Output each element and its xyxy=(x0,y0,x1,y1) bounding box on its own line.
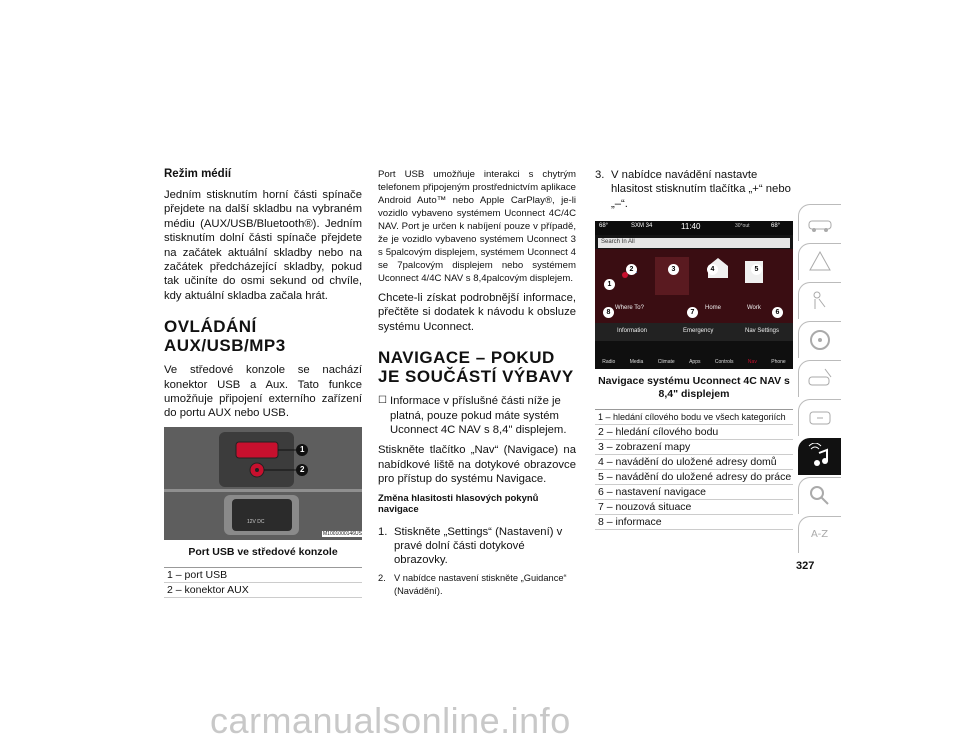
watermark: carmanualsonline.info xyxy=(210,700,571,741)
emergency-icon xyxy=(805,365,835,393)
legend-item: 6 – nastavení navigace xyxy=(595,485,793,500)
step-text: Stiskněte „Settings“ (Nastavení) v pravé dolní části dotykové obrazovky. xyxy=(394,525,563,567)
callout-7: 7 xyxy=(687,301,698,319)
menu-apps[interactable]: Apps xyxy=(689,359,701,366)
legend-item: 7 – nouzová situace xyxy=(595,500,793,515)
search-field[interactable]: Search In All xyxy=(601,239,635,246)
step-number: 1. xyxy=(378,525,388,538)
callout-1: 1 xyxy=(604,273,615,291)
temp-left: 68° xyxy=(599,223,609,230)
legend-item: 2 – konektor AUX xyxy=(164,583,362,598)
menu-controls[interactable]: Controls xyxy=(714,359,734,366)
checkbox-icon: ☐ xyxy=(378,395,387,407)
tab-index[interactable] xyxy=(798,516,841,553)
callout-5: 5 xyxy=(751,258,762,276)
callout-8: 8 xyxy=(603,301,614,319)
tab-emergency[interactable] xyxy=(798,360,841,397)
step-text: V nabídce nastavení stiskněte „Guidance“ (Navádění). xyxy=(394,572,567,596)
outside-temp: 30°out xyxy=(735,223,750,230)
legend-item: 1 – hledání cílového bodu ve všech kategoriích xyxy=(595,410,793,425)
car-info-icon xyxy=(805,209,835,237)
callout-1: 1 xyxy=(300,444,305,454)
heading-media-mode: Režim médií xyxy=(164,168,232,180)
nav-settings-button[interactable]: Nav Settings xyxy=(745,328,780,335)
step-number: 3. xyxy=(595,169,605,181)
legend-item: 3 – zobrazení mapy xyxy=(595,440,793,455)
aux-text: Ve středové konzole se nachází konektor USB a Aux. Tato funkce umožňuje připojení externího zařízení do portu AUX nebo USB. xyxy=(164,364,362,420)
nav-screen-image xyxy=(595,221,793,369)
steering-wheel-icon xyxy=(805,326,835,354)
figure-legend xyxy=(164,567,362,598)
legend-item: 4 – navádění do uložené adresy domů xyxy=(595,455,793,470)
temp-right: 68° xyxy=(771,223,781,230)
radio-station: SXM 34 xyxy=(631,223,653,230)
work-button[interactable]: Work xyxy=(747,305,761,312)
figure-caption: Port USB ve středové konzole xyxy=(188,545,338,558)
menu-radio[interactable]: Radio xyxy=(602,359,616,366)
menu-media[interactable]: Media xyxy=(629,359,644,366)
usb-port-text: Port USB umožňuje interakci s chytrým telefonem připojeným prostřednictvím aplikace Android Auto™ nebo Apple CarPlay®, je-li vozidlo vybaveno systémem Uconnect 4C/4C NAV. Port je určen k nabíjení pouze v případě, že je vozidlo vybaveno systémem Uconnect 3 s 5palcovým displejem, systémem Uconnect 4 se 7palcovým displejem nebo systémem Uconnect 4/4C NAV s 8,4palcovým displejem. xyxy=(378,169,576,284)
tab-steering[interactable] xyxy=(798,321,841,358)
home-button[interactable]: Home xyxy=(705,305,722,312)
legend-item: 2 – hledání cílového bodu xyxy=(595,425,793,440)
menu-climate[interactable]: Climate xyxy=(657,359,675,366)
page-number: 327 xyxy=(796,560,815,572)
emergency-button[interactable]: Emergency xyxy=(683,328,714,335)
where-to-button[interactable]: Where To? xyxy=(615,305,644,312)
more-info-text: Chcete-li získat podrobnější informace, přečtěte si dodatek k návodu k obsluze systému Uconnect. xyxy=(378,292,576,333)
column-1 xyxy=(164,168,362,598)
tab-car-info[interactable] xyxy=(798,204,841,241)
figure-legend xyxy=(595,409,793,530)
callout-3: 3 xyxy=(668,258,679,276)
multimedia-icon xyxy=(805,443,835,471)
tab-multimedia[interactable] xyxy=(798,438,841,475)
column-2 xyxy=(378,168,576,602)
step-number: 2. xyxy=(378,572,386,583)
tab-service[interactable] xyxy=(798,399,841,436)
heading-aux-usb: OVLÁDÁNÍ AUX/USB/MP3 xyxy=(164,317,286,356)
outlet-label: 12V DC xyxy=(247,518,265,525)
clock: 11:40 xyxy=(681,222,701,232)
heading-voice-volume: Změna hlasitosti hlasových pokynů navigace xyxy=(378,492,539,515)
tab-airbag[interactable] xyxy=(798,282,841,319)
legend-item: 1 – port USB xyxy=(164,568,362,583)
warning-lights-icon xyxy=(805,248,835,276)
menu-nav[interactable]: Nav xyxy=(747,359,757,366)
note-text: Informace v příslušné části níže je platná, pouze pokud máte systém Uconnect 4C NAV s 8,4" displejem. xyxy=(390,395,567,437)
svg-text:A-Z: A-Z xyxy=(811,529,829,540)
figure-caption: Navigace systému Uconnect 4C NAV s 8,4" displejem xyxy=(598,375,790,401)
step-1 xyxy=(378,525,576,568)
callout-2: 2 xyxy=(300,464,305,474)
information-button[interactable]: Information xyxy=(617,328,648,335)
press-nav-text: Stiskněte tlačítko „Nav“ (Navigace) na nabídkové liště na dotykové obrazovce pro přístup do systému Navigace. xyxy=(378,444,576,486)
airbag-icon xyxy=(805,287,835,315)
callout-4: 4 xyxy=(707,258,718,276)
callout-6: 6 xyxy=(772,301,783,319)
step-text: V nabídce navádění nastavte hlasitost stisknutím tlačítka „+“ nebo „–“. xyxy=(611,169,791,210)
tab-search[interactable] xyxy=(798,477,841,514)
figure-code: M1001000146US xyxy=(323,530,362,537)
index-icon xyxy=(805,521,835,549)
menu-phone[interactable]: Phone xyxy=(771,359,786,366)
heading-navigation: NAVIGACE – POKUD JE SOUČÁSTÍ VÝBAVY xyxy=(378,348,574,387)
legend-item: 5 – navádění do uložené adresy do práce xyxy=(595,470,793,485)
menu-bar xyxy=(595,359,793,365)
usb-port-photo xyxy=(164,427,362,540)
media-text: Jedním stisknutím horní části spínače přejdete na další skladbu na vybraném médiu (AUX/USB/Bluetooth®). Jedním stisknutím dolní části spínače přejdete na začátek aktuální skladby nebo na začátek předcházející skladby, pokud tak učiníte do osmi sekund od chvíle, kdy aktuální skladba začala hrát. xyxy=(164,189,362,302)
legend-item: 8 – informace xyxy=(595,515,793,530)
step-2 xyxy=(378,572,576,598)
service-icon xyxy=(805,404,835,432)
step-3 xyxy=(595,168,793,211)
callout-2: 2 xyxy=(626,258,637,276)
column-3 xyxy=(595,168,793,530)
note-bullet xyxy=(378,394,576,437)
tab-warning-lights[interactable] xyxy=(798,243,841,280)
search-icon xyxy=(805,482,835,510)
